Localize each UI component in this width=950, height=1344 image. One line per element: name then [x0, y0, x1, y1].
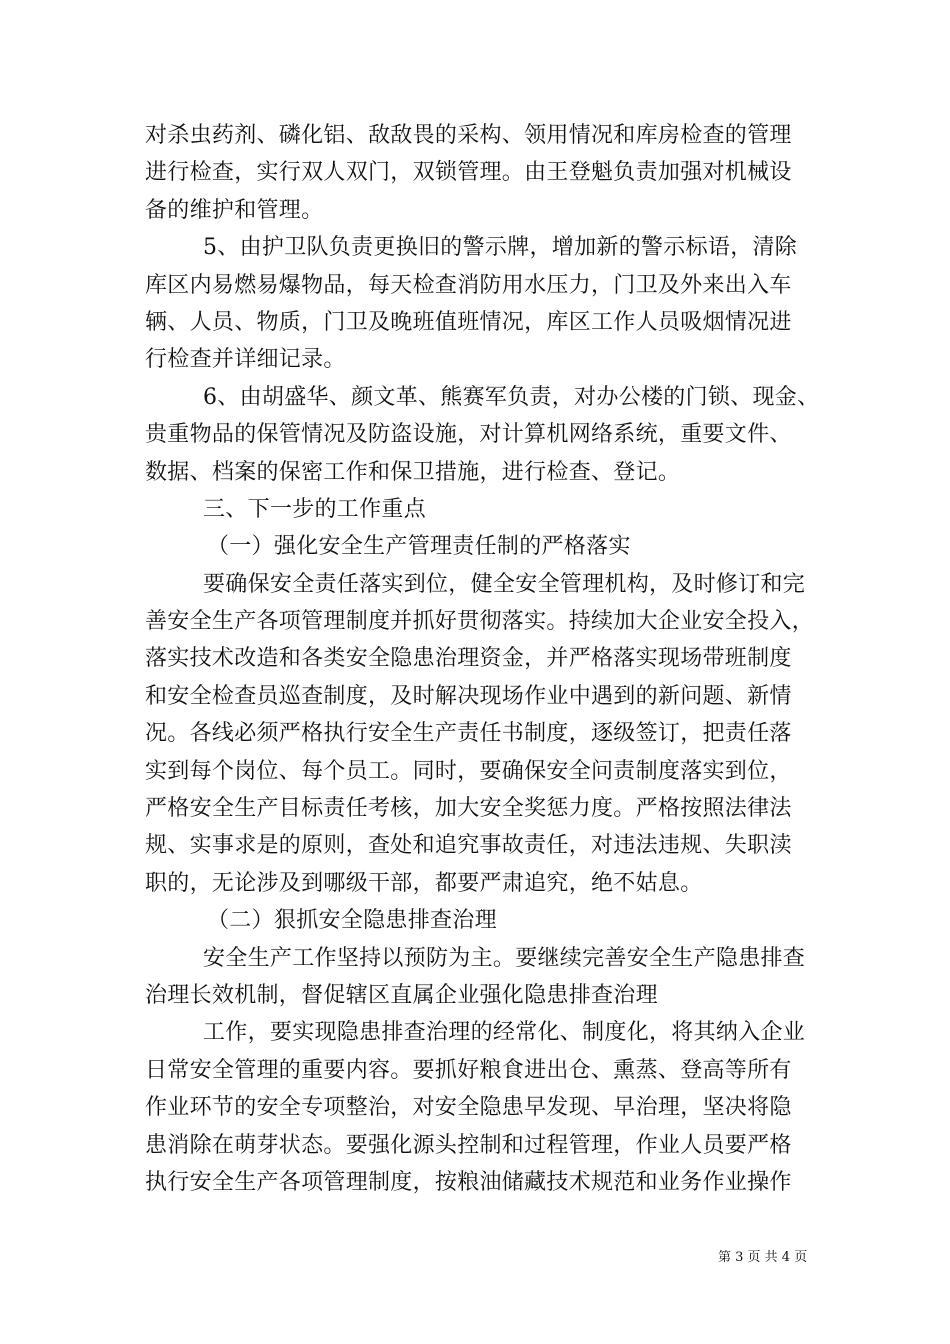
text-line: 进行检查，实行双人双门，双锁管理。由王登魁负责加强对机械设	[145, 160, 792, 186]
text-line: 患消除在萌芽状态。要强化源头控制和过程管理，作业人员要严格	[145, 1132, 792, 1158]
text-line: 6、由胡盛华、颜文革、熊赛军负责，对办公楼的门锁、现金、	[203, 384, 820, 410]
text-line: 严格安全生产目标责任考核，加大安全奖惩力度。严格按照法律法	[145, 796, 792, 822]
section-heading: 三、下一步的工作重点	[203, 496, 427, 522]
text-line: 善安全生产各项管理制度并抓好贯彻落实。持续加大企业安全投入，	[145, 609, 815, 635]
subsection-heading: （二）狠抓安全隐患排查治理	[207, 908, 497, 934]
text-line: 辆、人员、物质，门卫及晚班值班情况，库区工作人员吸烟情况进	[145, 309, 792, 335]
text-line: 工作，要实现隐患排查治理的经常化、制度化，将其纳入企业	[203, 1020, 806, 1046]
text-line: 5、由护卫队负责更换旧的警示牌，增加新的警示标语，清除	[203, 235, 798, 261]
text-line: 况。各线必须严格执行安全生产责任书制度，逐级签订，把责任落	[145, 721, 792, 747]
text-line: 职的，无论涉及到哪级干部，都要严肃追究，绝不姑息。	[145, 870, 703, 896]
text-line: 要确保安全责任落实到位，健全安全管理机构，及时修订和完	[203, 571, 806, 597]
page-number-footer: 第 3 页 共 4 页	[718, 1250, 808, 1265]
text-line: 备的维护和管理。	[145, 197, 324, 223]
text-line: 治理长效机制，督促辖区直属企业强化隐患排查治理	[145, 982, 658, 1008]
text-line: 作业环节的安全专项整治，对安全隐患早发现、早治理，坚决将隐	[145, 1095, 792, 1121]
text-line: 和安全检查员巡查制度，及时解决现场作业中遇到的新问题、新情	[145, 683, 792, 709]
text-line: 实到每个岗位、每个员工。同时，要确保安全问责制度落实到位，	[145, 758, 792, 784]
text-line: 安全生产工作坚持以预防为主。要继续完善安全生产隐患排查	[203, 945, 806, 971]
subsection-heading: （一）强化安全生产管理责任制的严格落实	[207, 534, 631, 560]
text-line: 数据、档案的保密工作和保卫措施，进行检查、登记。	[145, 459, 681, 485]
text-line: 贵重物品的保管情况及防盗设施，对计算机网络系统，重要文件、	[145, 422, 792, 448]
text-line: 执行安全生产各项管理制度，按粮油储藏技术规范和业务作业操作	[145, 1169, 792, 1195]
text-line: 日常安全管理的重要内容。要抓好粮食进出仓、熏蒸、登高等所有	[145, 1057, 792, 1083]
text-line: 落实技术改造和各类安全隐患治理资金，并严格落实现场带班制度	[145, 646, 792, 672]
text-line: 库区内易燃易爆物品，每天检查消防用水压力，门卫及外来出入车	[145, 272, 792, 298]
document-body	[145, 117, 830, 1201]
text-line: 对杀虫药剂、磷化铝、敌敌畏的采构、领用情况和库房检查的管理	[145, 123, 792, 148]
text-line: 规、实事求是的原则，查处和追究事故责任，对违法违规、失职渎	[145, 833, 792, 859]
text-line: 行检查并详细记录。	[145, 347, 346, 373]
